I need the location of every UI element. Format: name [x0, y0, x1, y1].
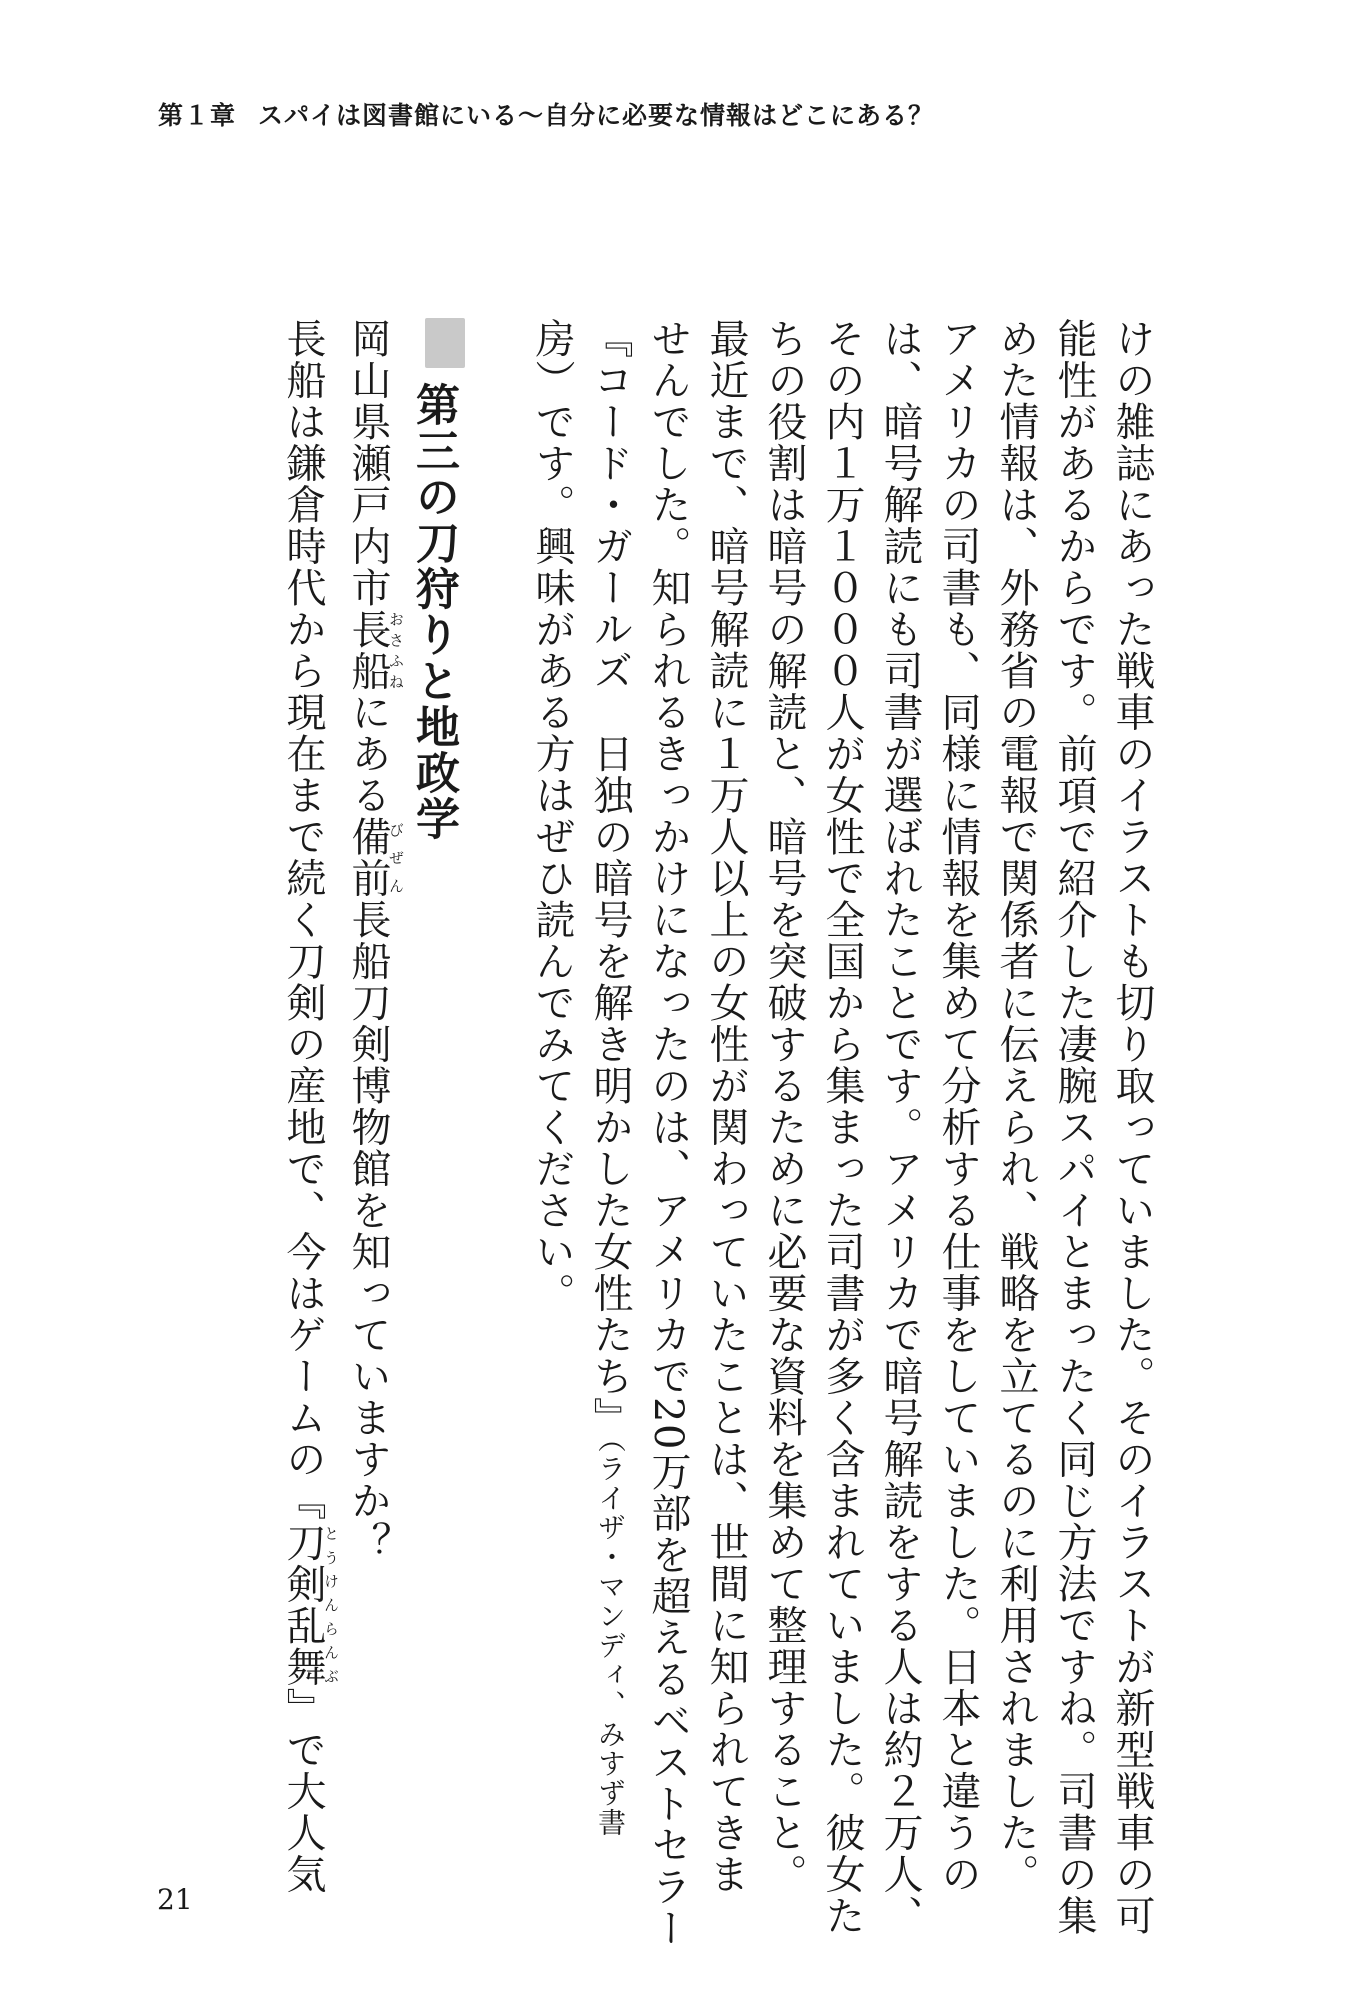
- body-line: 能性があるからです。前項で紹介した凄腕スパイとまったく同じ方法ですね。司書の集: [1051, 318, 1097, 1937]
- book-icon: [425, 318, 465, 368]
- body-line: めた情報は、外務省の電報で関係者に伝えられ、戦略を立てるのに利用されました。: [993, 318, 1039, 1895]
- section-line: [339, 318, 404, 1818]
- book-citation-line: [581, 318, 639, 1838]
- text-run: 長船は鎌倉時代から現在まで続く刀剣の産地で、今はゲームの『: [280, 318, 326, 1522]
- section-heading-text: 第三の刀狩りと地政学: [408, 382, 459, 842]
- ruby-reading: とうけんらんぶ: [322, 1521, 340, 1688]
- body-line: ちの役割は暗号の解読と、暗号を突破するために必要な資料を集めて整理すること。: [761, 318, 807, 1895]
- ruby-reading: びぜん: [387, 816, 405, 899]
- ruby-base: 備前: [345, 816, 391, 899]
- text-run: 岡山県瀬戸内市: [345, 318, 391, 609]
- body-line: 房）です。興味がある方はぜひ読んでみてください。: [529, 318, 575, 1314]
- text-run: 長船刀剣博物館を知っていますか？: [345, 899, 391, 1563]
- body-line: 最近まで、暗号解読に１万人以上の女性が関わっていたことは、世間に知られてきま: [703, 318, 749, 1895]
- book-publisher-note: （ライザ・マンディ、みすず書: [594, 1438, 627, 1838]
- running-head: [158, 96, 934, 132]
- ruby-base: 長船: [345, 608, 391, 692]
- text-run: 』で大人気: [280, 1687, 326, 1895]
- body-line: アメリカの司書も、同様に情報を集めて分析する仕事をしていました。日本と違うの: [935, 318, 981, 1895]
- body-line: せんでした。知られるきっかけになったのは、アメリカで20万部を超えるベストセラー: [645, 318, 691, 1949]
- chapter-title: スパイは図書館にいる〜自分に必要な情報はどこにある？: [258, 101, 935, 130]
- text-run: にある: [345, 691, 391, 816]
- chapter-label: 第１章: [158, 101, 237, 130]
- vertical-text-block: [274, 318, 1161, 1949]
- section-heading: [404, 318, 465, 1818]
- book-title: 『コード・ガールズ 日独の暗号を解き明かした女性たち』: [587, 318, 633, 1439]
- body-line: けの雑誌にあった戦車のイラストも切り取っていました。そのイラストが新型戦車の可: [1109, 318, 1155, 1937]
- section-line: [274, 318, 340, 1895]
- ruby-text: [345, 608, 405, 692]
- body-line: その内１万１０００人が女性で全国から集まった司書が多く含まれていました。彼女た: [819, 318, 865, 1937]
- page-number: 21: [157, 1883, 193, 1916]
- spacer: [465, 318, 523, 1818]
- body-line: は、暗号解読にも司書が選ばれたことです。アメリカで暗号解読をする人は約２万人、: [877, 318, 923, 1937]
- ruby-base: 刀剣乱舞: [280, 1521, 326, 1688]
- ruby-text: [280, 1521, 340, 1688]
- ruby-text: [345, 816, 405, 899]
- ruby-reading: おさふね: [387, 608, 405, 692]
